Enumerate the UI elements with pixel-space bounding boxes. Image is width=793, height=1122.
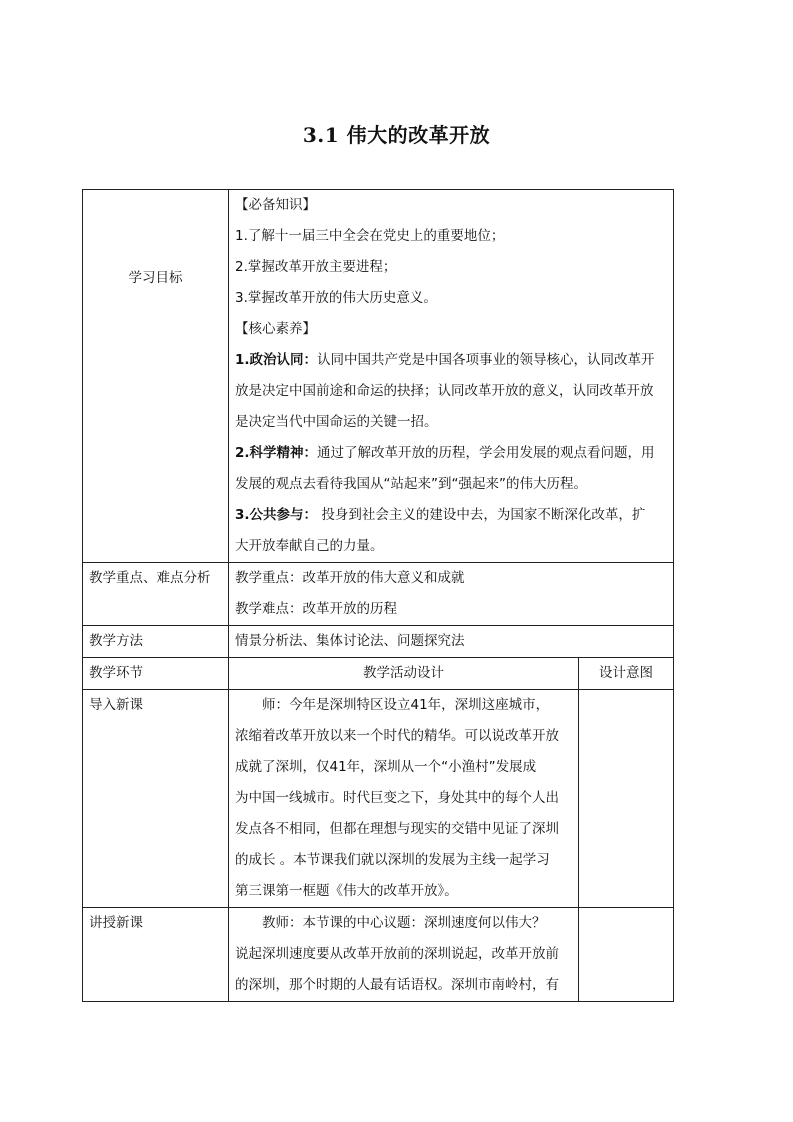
literacy-item: 3.公共参与： 投身到社会主义的建设中去，为国家不断深化改革，扩: [235, 507, 646, 523]
literacy-line: 是决定当代中国命运的关键一招。: [235, 414, 438, 430]
activity-header: 教学活动设计: [229, 658, 579, 690]
row-key-points: [83, 563, 674, 626]
key-points-content: [229, 563, 674, 626]
intro-label: 导入新课: [83, 690, 229, 908]
literacy-item: 1.政治认同：认同中国共产党是中国各项事业的领导核心，认同改革开: [235, 352, 655, 368]
stage-header: 教学环节: [83, 658, 229, 690]
intro-intent: [579, 690, 674, 908]
new-lesson-intent: [579, 908, 674, 1002]
row-process-header: [83, 658, 674, 690]
intro-line: 为中国一线城市。时代巨变之下，身处其中的每个人出: [235, 790, 559, 806]
literacy-term: 1.政治认同：: [235, 352, 318, 368]
intro-line: 发点各不相同，但都在理想与现实的交错中见证了深圳: [235, 821, 559, 837]
page-title: 3.1 伟大的改革开放: [302, 123, 491, 147]
intro-content: [229, 690, 579, 908]
intro-line: 师：今年是深圳特区设立41年，深圳这座城市，: [262, 697, 550, 713]
new-lesson-line: 教师：本节课的中心议题：深圳速度何以伟大？: [262, 915, 546, 931]
difficulty-text: 教学难点：改革开放的历程: [235, 601, 397, 617]
row-objectives: [83, 190, 674, 563]
literacy-line: 大开放奉献自己的力量。: [235, 538, 384, 554]
new-lesson-line: 的深圳，那个时期的人最有话语权。深圳市南岭村，有: [235, 977, 559, 993]
intro-line: 的成长 。本节课我们就以深圳的发展为主线一起学习: [235, 852, 550, 868]
literacy-term: 3.公共参与：: [235, 507, 318, 523]
key-points-label: 教学重点、难点分析: [83, 563, 229, 626]
knowledge-item: 3.掌握改革开放的伟大历史意义。: [235, 290, 437, 306]
core-literacy-header: 【核心素养】: [235, 321, 316, 337]
intro-line: 成就了深圳，仅41年，深圳从一个“小渔村”发展成: [235, 759, 537, 775]
knowledge-item: 2.掌握改革开放主要进程；: [235, 259, 397, 275]
intro-line: 浓缩着改革开放以来一个时代的精华。可以说改革开放: [235, 728, 559, 744]
row-new-lesson: [83, 908, 674, 1002]
row-methods: [83, 626, 674, 658]
new-lesson-label: 讲授新课: [83, 908, 229, 1002]
knowledge-item: 1.了解十一届三中全会在党史上的重要地位；: [235, 228, 505, 244]
new-lesson-content: [229, 908, 579, 1002]
literacy-line: 放是决定中国前途和命运的抉择；认同改革开放的意义，认同改革开放: [235, 383, 654, 399]
required-knowledge-header: 【必备知识】: [235, 197, 316, 213]
intro-line: 第三课第一框题《伟大的改革开放》。: [235, 883, 458, 899]
new-lesson-line: 说起深圳速度要从改革开放前的深圳说起，改革开放前: [235, 946, 559, 962]
literacy-item: 2.科学精神：通过了解改革开放的历程，学会用发展的观点看问题，用: [235, 445, 655, 461]
lesson-plan-table: [82, 189, 674, 1002]
literacy-line: 发展的观点去看待我国从“站起来”到“强起来”的伟大历程。: [235, 476, 587, 492]
row-intro: [83, 690, 674, 908]
objectives-content: [229, 190, 674, 563]
focus-text: 教学重点：改革开放的伟大意义和成就: [235, 570, 465, 586]
intent-header: 设计意图: [579, 658, 674, 690]
methods-label: 教学方法: [83, 626, 229, 658]
methods-value: 情景分析法、集体讨论法、问题探究法: [229, 626, 674, 658]
objectives-label: 学习目标: [83, 190, 229, 563]
literacy-term: 2.科学精神：: [235, 445, 318, 461]
